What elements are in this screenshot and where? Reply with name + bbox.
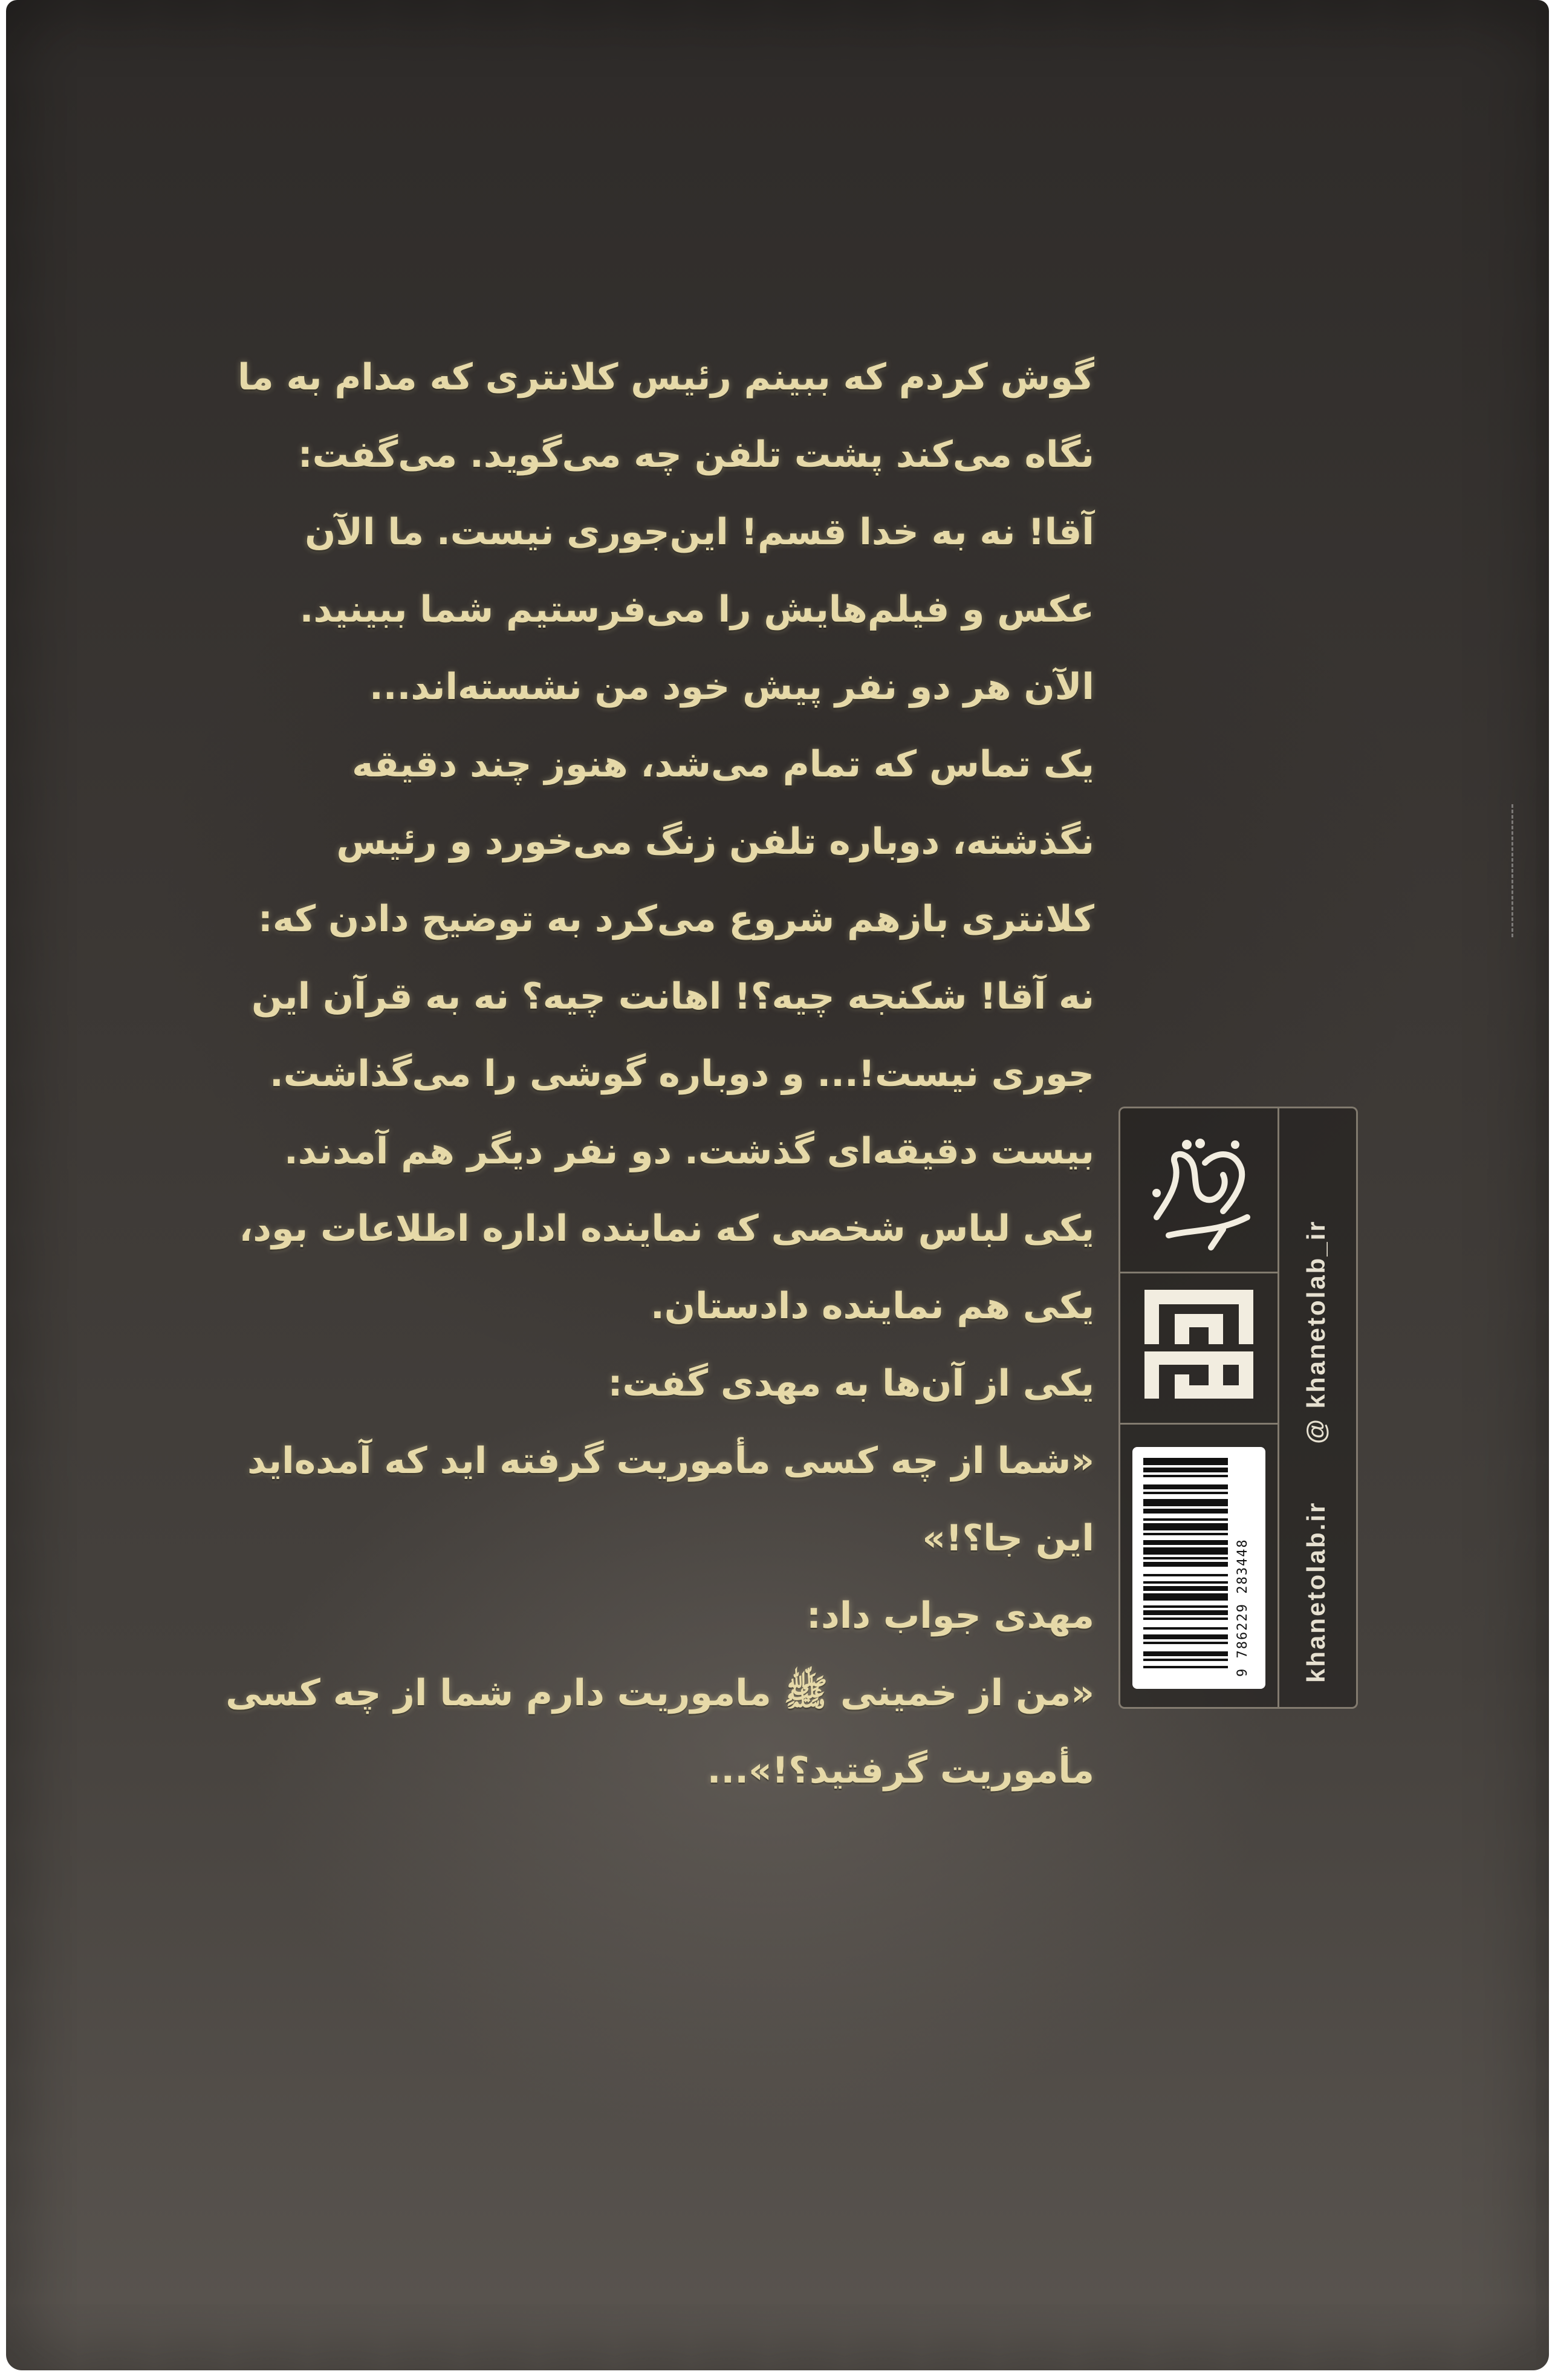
barcode-bar — [1143, 1547, 1228, 1555]
barcode-bar — [1143, 1574, 1228, 1576]
barcode-bar — [1143, 1509, 1228, 1514]
blurb-line: عکس و فیلم‌هایش را می‌فرستیم شما ببینید. — [299, 588, 1094, 631]
barcode-bar — [1143, 1468, 1228, 1472]
barcode-bar — [1143, 1492, 1228, 1494]
barcode-bar — [1143, 1586, 1228, 1591]
blurb-line: «شما از چه کسی مأموریت گرفته اید که آمده‌اید — [247, 1440, 1094, 1482]
barcode-bar — [1143, 1557, 1228, 1559]
panel-divider — [1120, 1423, 1277, 1425]
book-back-cover — [6, 0, 1549, 2370]
barcode-bar — [1143, 1618, 1228, 1620]
barcode-bar — [1143, 1523, 1228, 1530]
barcode-bar — [1143, 1659, 1228, 1661]
isbn-barcode-icon — [1132, 1447, 1265, 1689]
barcode-bar — [1143, 1475, 1228, 1477]
blurb-line: الآن هر دو نفر پیش خود من نشسته‌اند... — [369, 666, 1094, 708]
barcode-digits: 9 786229 283448 — [1235, 1538, 1250, 1677]
barcode-bar — [1143, 1533, 1228, 1535]
barcode-bar — [1143, 1484, 1228, 1489]
barcode-bar — [1143, 1651, 1228, 1656]
blurb-line: کلانتری بازهم شروع می‌کرد به توضیح دادن که: — [258, 898, 1094, 940]
barcode-bar — [1143, 1666, 1228, 1668]
blurb-line: آقا! نه به خدا قسم! این‌جوری نیست. ما الآن — [305, 511, 1094, 553]
blurb-line: یکی لباس شخصی که نماینده اداره اطلاعات بود، — [239, 1208, 1094, 1250]
barcode-bar — [1143, 1610, 1228, 1615]
blurb-line: یکی از آن‌ها به مهدی گفت: — [608, 1362, 1094, 1405]
publisher-website: khanetolab.ir — [1302, 1501, 1330, 1683]
blurb-line: این جا؟!» — [922, 1517, 1094, 1559]
blurb-line: بیست دقیقه‌ای گذشت. دو نفر دیگر هم آمدند. — [284, 1130, 1094, 1172]
blurb-line: نگاه می‌کند پشت تلفن چه می‌گوید. می‌گفت: — [297, 434, 1094, 476]
cover-crease — [1511, 804, 1519, 937]
kufic-logo-icon — [1138, 1284, 1259, 1405]
barcode-bar — [1143, 1540, 1228, 1545]
publisher-panel — [1118, 1107, 1358, 1709]
calligraphy-logo-icon — [1132, 1127, 1265, 1260]
panel-divider — [1120, 1272, 1277, 1273]
barcode-bar — [1143, 1562, 1228, 1567]
panel-divider — [1277, 1108, 1279, 1707]
barcode-bar — [1143, 1642, 1228, 1644]
barcode-bar — [1143, 1593, 1228, 1601]
blurb-line: یکی هم نماینده دادستان. — [650, 1285, 1094, 1327]
publisher-handle: @ khanetolab_ir — [1302, 1220, 1330, 1444]
blurb-line: گوش کردم که ببینم رئیس کلانتری که مدام به ما — [237, 356, 1094, 398]
barcode-bar — [1143, 1627, 1228, 1630]
blurb-line: نگذشته، دوباره تلفن زنگ می‌خورد و رئیس — [336, 821, 1094, 863]
barcode-bar — [1143, 1605, 1228, 1608]
blurb-line: مهدی جواب داد: — [806, 1595, 1094, 1637]
barcode-bar — [1143, 1499, 1228, 1506]
blurb-line: مأموریت گرفتید؟!»... — [707, 1749, 1094, 1792]
barcode-bar — [1143, 1518, 1228, 1521]
blurb-line: جوری نیست!... و دوباره گوشی را می‌گذاشت. — [269, 1053, 1094, 1095]
blurb-line: «من از خمینی ﷺ ماموریت دارم شما از چه کسی — [226, 1672, 1094, 1714]
blurb-line: یک تماس که تمام می‌شد، هنوز چند دقیقه — [352, 743, 1094, 785]
blurb-line: نه آقا! شکنجه چیه؟! اهانت چیه؟ نه به قرآن این — [252, 975, 1094, 1018]
barcode-bar — [1143, 1458, 1228, 1465]
barcode-bar — [1143, 1581, 1228, 1584]
blurb-text-block — [226, 339, 1094, 1809]
barcode-bar — [1143, 1634, 1228, 1639]
